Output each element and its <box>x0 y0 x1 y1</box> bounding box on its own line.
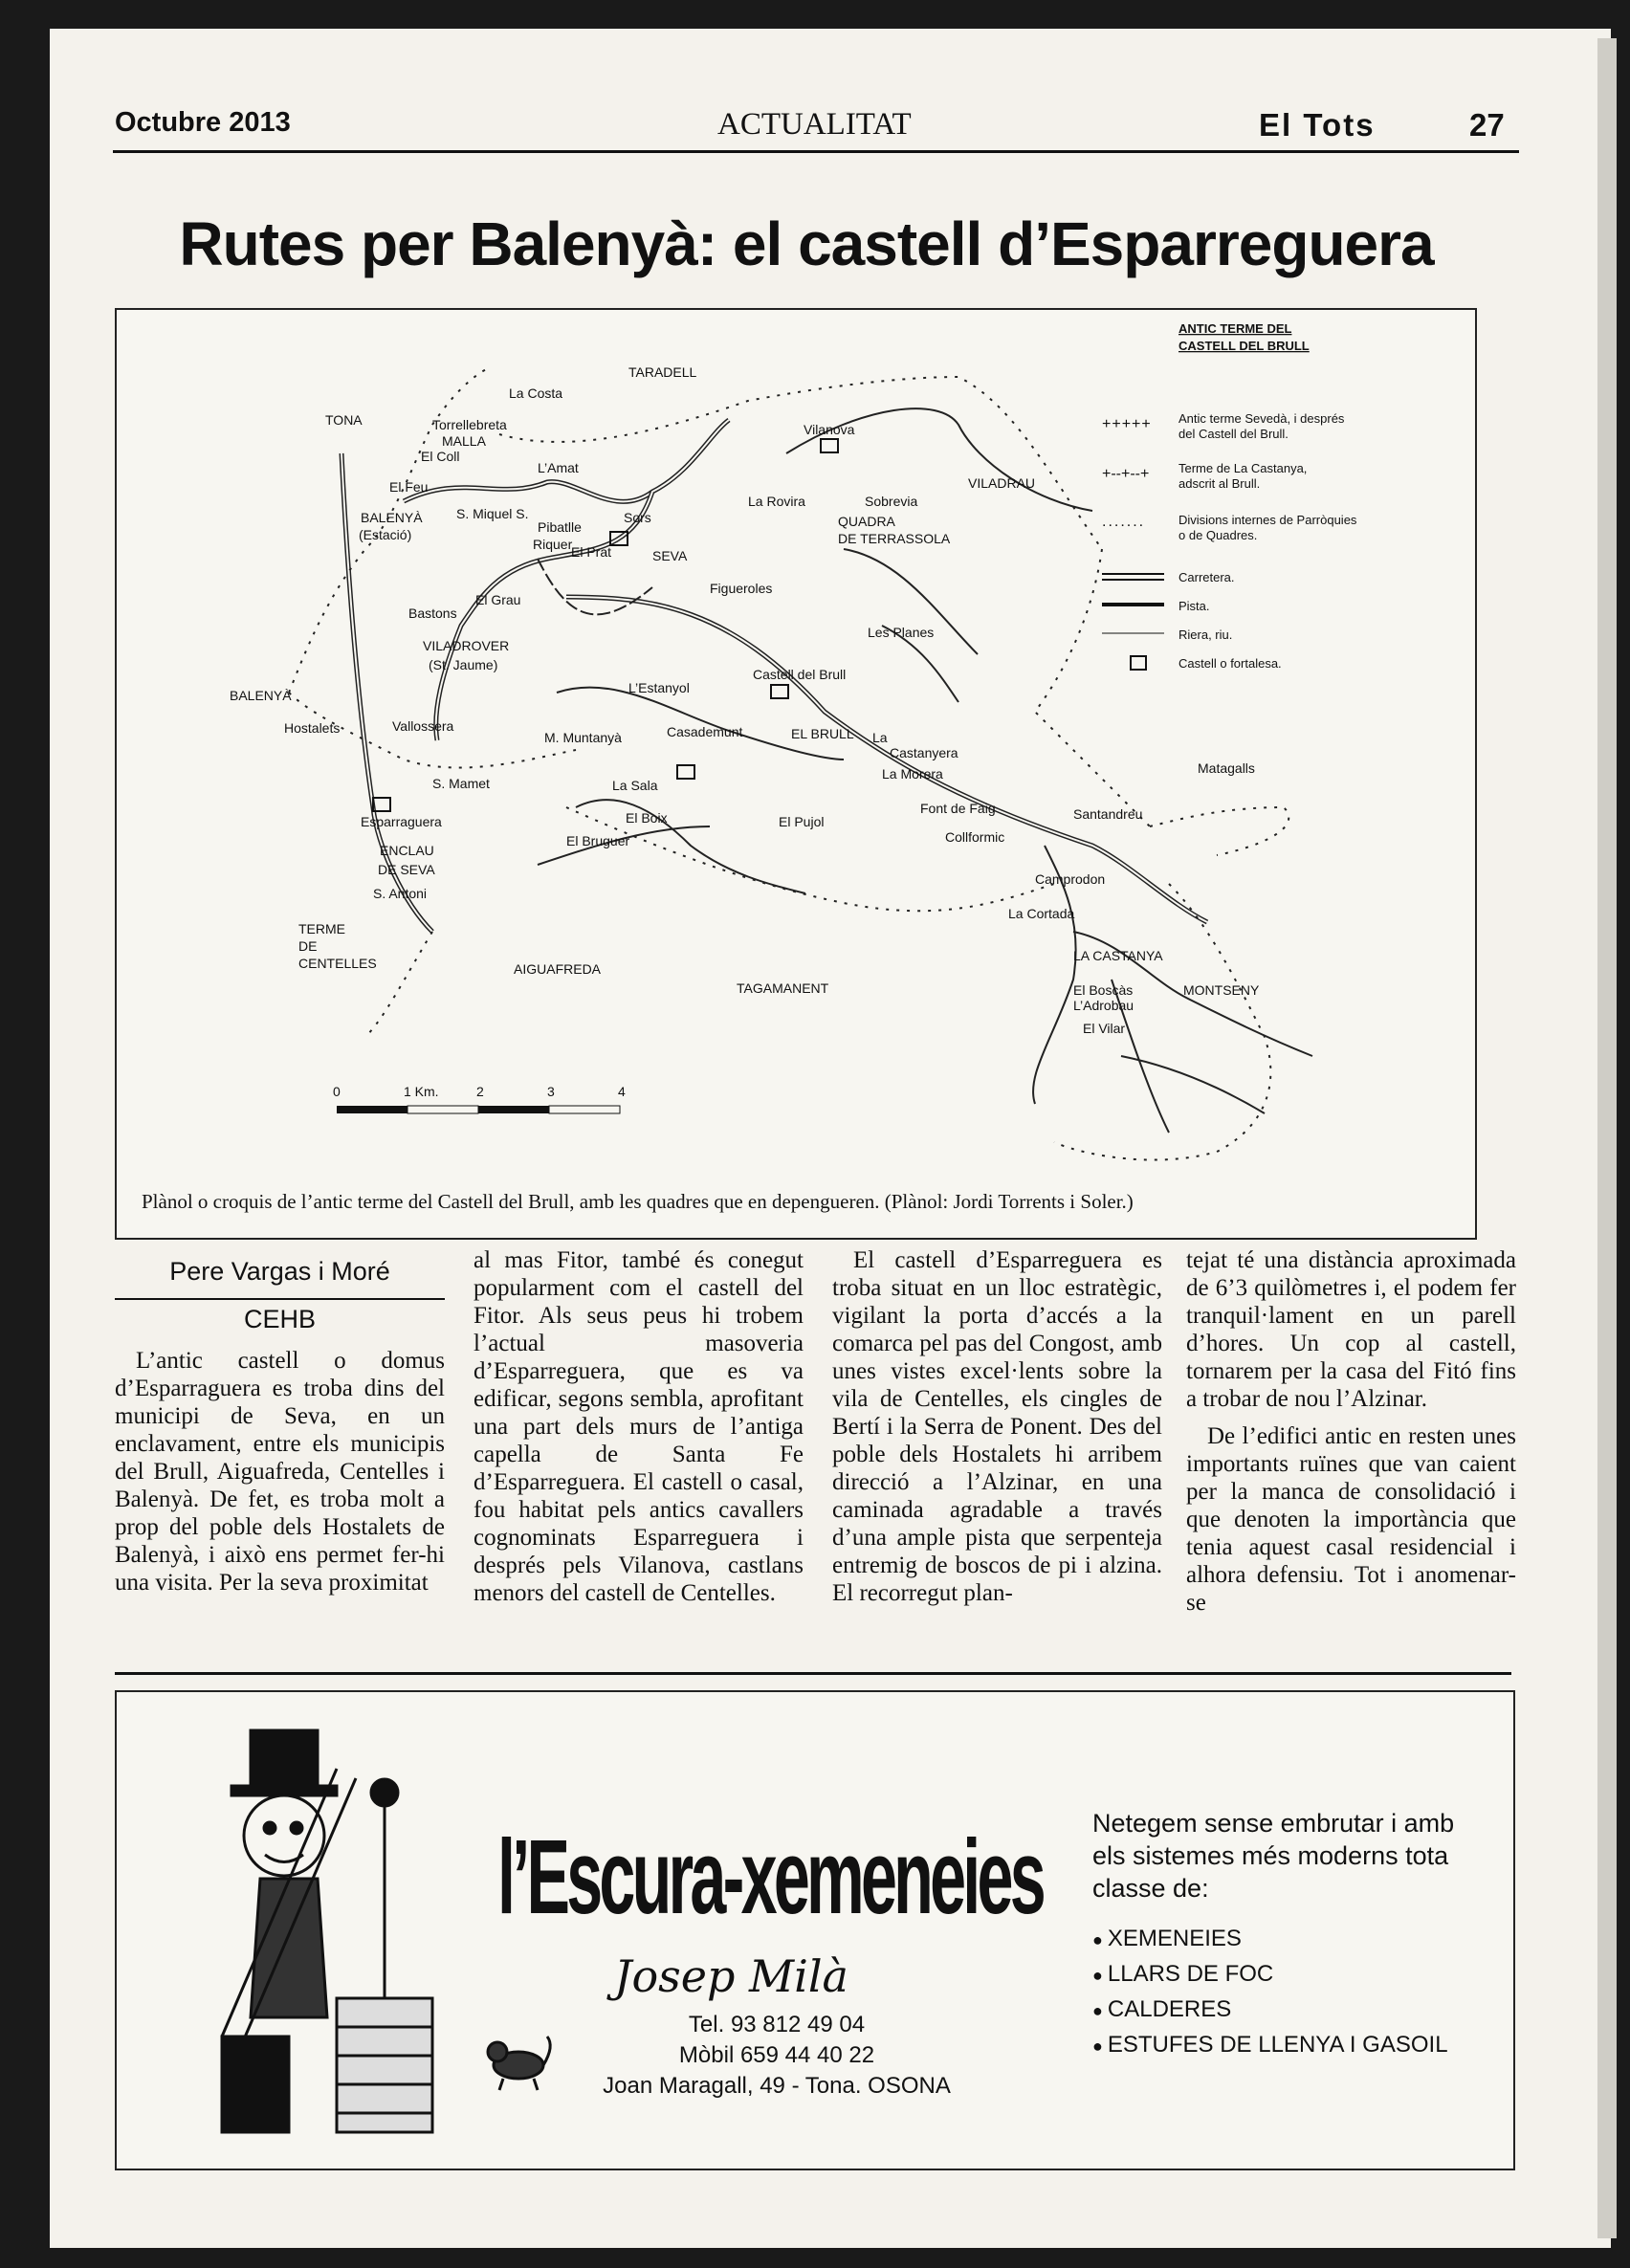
page-number: 27 <box>1469 107 1505 143</box>
svg-text:2: 2 <box>476 1084 484 1099</box>
svg-text:Torrellebreta: Torrellebreta <box>432 417 507 432</box>
svg-text:S. Antoni: S. Antoni <box>373 886 428 901</box>
svg-text:El Vilar: El Vilar <box>1083 1021 1126 1036</box>
svg-text:Castell del Brull: Castell del Brull <box>753 667 847 682</box>
svg-text:MALLA: MALLA <box>442 433 486 449</box>
service-item: ● XEMENEIES <box>1092 1922 1494 1957</box>
svg-text:M. Muntanyà: M. Muntanyà <box>544 730 622 745</box>
svg-text:Les Planes: Les Planes <box>868 625 935 640</box>
byline-rule <box>115 1298 445 1300</box>
article-column-4: tejat té una distància aproximada de 6’3 quilòmetres i, el podem fer tranquil·lament en un parell d’hores. Un cop al castell, tornarem per la casa del Fitó fins a trobar de nou l’Alzinar. De l’edifici antic en resten unes importants ruïnes que van caient per la manca de consolidació i que denoten la importància que tenia aquest casal residencial i alhora defensiu. Tot i anomenar-se <box>1186 1247 1516 1616</box>
svg-text:El Boscàs: El Boscàs <box>1073 982 1134 998</box>
header-rule <box>113 150 1519 153</box>
svg-text:Carretera.: Carretera. <box>1178 570 1235 584</box>
svg-text:Bastons: Bastons <box>408 606 457 621</box>
svg-text:QUADRA: QUADRA <box>838 514 895 529</box>
svg-text:S. Mamet: S. Mamet <box>432 776 490 791</box>
svg-text:ANTIC TERME DEL: ANTIC TERME DEL <box>1178 321 1292 336</box>
svg-text:El Grau: El Grau <box>475 592 521 607</box>
svg-text:del Castell del Brull.: del Castell del Brull. <box>1178 427 1289 441</box>
article-column-2: al mas Fitor, també és conegut popularment com el castell del Fitor. Als seus peus hi trobem l’actual masoveria d’Esparreguera, que es va edificar, segons sembla, aprofitant una part dels murs de l’antiga capella de Santa Fe d’Esparreguera. El castell o casal, fou habitat pels antics cavallers cognominats Esparreguera i després pels Vilanova, castlans menors del castell de Centelles. <box>474 1247 804 1606</box>
advert-mobile: Mòbil 659 44 40 22 <box>678 2042 875 2068</box>
svg-text:La Morera: La Morera <box>882 766 943 782</box>
svg-text:LA CASTANYA: LA CASTANYA <box>1073 948 1163 963</box>
svg-text:S. Miquel S.: S. Miquel S. <box>456 506 529 521</box>
svg-text:Matagalls: Matagalls <box>1198 760 1255 776</box>
section-name: ACTUALITAT <box>717 107 912 142</box>
svg-text:TERME: TERME <box>298 921 345 936</box>
svg-text:adscrit al Brull.: adscrit al Brull. <box>1178 476 1261 491</box>
svg-text:Sobrevia: Sobrevia <box>865 494 918 509</box>
svg-text:Sors: Sors <box>624 510 651 525</box>
advert-intro: Netegem sense embrutar i amb els sistemes més moderns tota classe de: <box>1092 1809 1455 1903</box>
svg-text:Esparraguera: Esparraguera <box>361 814 442 829</box>
advert-phone: Tel. 93 812 49 04 <box>688 2012 866 2037</box>
cat-icon <box>480 2027 557 2094</box>
svg-text:.......: ....... <box>1102 514 1146 530</box>
map-caption: Plànol o croquis de l’antic terme del Castell del Brull, amb les quadres que en depengueren. (Plànol: Jordi Torrents i Soler.) <box>142 1190 1134 1213</box>
svg-text:La Costa: La Costa <box>509 385 563 401</box>
svg-text:Casademunt: Casademunt <box>667 724 743 739</box>
svg-text:+--+--+: +--+--+ <box>1102 466 1150 482</box>
map-label: TARADELL <box>628 364 697 380</box>
svg-text:AIGUAFREDA: AIGUAFREDA <box>514 961 602 977</box>
svg-text:El Boix: El Boix <box>626 810 668 826</box>
issue-date: Octubre 2013 <box>115 107 291 138</box>
map-figure <box>115 308 1477 1240</box>
svg-text:Figueroles: Figueroles <box>710 581 773 596</box>
svg-text:TONA: TONA <box>325 412 363 428</box>
article-column-1: L’antic castell o domus d’Esparraguera es troba dins del municipi de Seva, en un enclavament, entre els municipis del Brull, Aiguafreda, Centelles i Balenyà. De fet, es troba molt a prop del poble dels Hostalets de Balenyà, i això ens permet fer-hi una visita. Per la seva proximitat <box>115 1348 445 1596</box>
svg-text:Hostalets: Hostalets <box>284 720 341 736</box>
svg-text:BALENYÀ: BALENYÀ <box>361 510 423 525</box>
advert-address: Joan Maragall, 49 - Tona. OSONA <box>603 2073 951 2099</box>
svg-text:CASTELL DEL BRULL: CASTELL DEL BRULL <box>1178 339 1310 353</box>
svg-text:Pista.: Pista. <box>1178 599 1210 613</box>
advert-signature: Josep Milà <box>614 1950 848 2002</box>
author-name: Pere Vargas i Moré <box>169 1257 390 1286</box>
svg-text:TAGAMANENT: TAGAMANENT <box>737 980 829 996</box>
svg-text:Vallossera: Vallossera <box>392 718 454 734</box>
svg-text:DE: DE <box>298 938 318 954</box>
services-list <box>1092 1922 1494 2063</box>
svg-text:SEVA: SEVA <box>652 548 688 563</box>
svg-text:El Bruguer: El Bruguer <box>566 833 630 848</box>
svg-text:(Estació): (Estació) <box>359 527 412 542</box>
chimney-sweep-advert <box>115 1690 1515 2170</box>
svg-text:El Pujol: El Pujol <box>779 814 825 829</box>
service-item: ● CALDERES <box>1092 1993 1494 2028</box>
svg-text:Pibatlle: Pibatlle <box>538 519 582 535</box>
svg-text:L’Estanyol: L’Estanyol <box>628 680 690 695</box>
advert-business-name: l’Escura-xemeneies <box>497 1818 1043 1936</box>
svg-text:La Sala: La Sala <box>612 778 658 793</box>
svg-text:El Feu: El Feu <box>389 479 429 495</box>
svg-text:L’Adrobau: L’Adrobau <box>1073 998 1134 1013</box>
footer-rule <box>115 1672 1511 1675</box>
svg-text:MONTSENY: MONTSENY <box>1183 982 1260 998</box>
advert-services <box>1092 1807 1494 2063</box>
svg-text:VILADROVER: VILADROVER <box>423 638 510 653</box>
svg-text:DE SEVA: DE SEVA <box>378 862 435 877</box>
svg-text:El Coll: El Coll <box>421 449 460 464</box>
svg-text:Castanyera: Castanyera <box>890 745 958 760</box>
chimney-sweep-illustration <box>193 1711 480 2151</box>
article-column-3: El castell d’Esparreguera es troba situat en un lloc estratègic, vigilant la porta d’accés a la comarca pel pas del Congost, amb unes vistes excel·lents sobre la vila de Centelles, els cingles de Bertí i la Serra de Ponent. Des del poble dels Hostalets hi arribem direcció a l’Alzinar, en una caminada agradable a través d’una ample pista que serpenteja entremig de boscos de pi i alzina. El recorregut plan- <box>832 1247 1162 1606</box>
svg-text:3: 3 <box>547 1084 555 1099</box>
svg-text:(St. Jaume): (St. Jaume) <box>429 657 498 672</box>
svg-text:La Cortada: La Cortada <box>1008 906 1075 921</box>
service-item: ● ESTUFES DE LLENYA I GASOIL <box>1092 2028 1494 2063</box>
svg-text:+++++: +++++ <box>1102 416 1152 432</box>
svg-text:EL BRULL: EL BRULL <box>791 726 854 741</box>
svg-text:ENCLAU: ENCLAU <box>380 843 434 858</box>
svg-text:BALENYÀ: BALENYÀ <box>230 688 292 703</box>
svg-text:VILADRAU: VILADRAU <box>968 475 1036 491</box>
map-drawing <box>117 310 1475 1238</box>
svg-text:La: La <box>872 730 888 745</box>
svg-text:Divisions internes de Parròqui: Divisions internes de Parròquies <box>1178 513 1357 527</box>
svg-text:1 Km.: 1 Km. <box>404 1084 439 1099</box>
svg-text:Vilanova: Vilanova <box>804 422 855 437</box>
svg-text:Riera, riu.: Riera, riu. <box>1178 628 1233 642</box>
svg-text:Antic terme Sevedà, i després: Antic terme Sevedà, i després <box>1178 411 1345 426</box>
svg-text:Santandreu: Santandreu <box>1073 806 1143 822</box>
svg-text:Terme de La Castanya,: Terme de La Castanya, <box>1178 461 1308 475</box>
svg-text:0: 0 <box>333 1084 341 1099</box>
svg-text:El Prat: El Prat <box>571 544 612 560</box>
svg-text:CENTELLES: CENTELLES <box>298 956 377 971</box>
advert-contact <box>566 2010 987 2102</box>
svg-text:Castell o fortalesa.: Castell o fortalesa. <box>1178 656 1282 671</box>
svg-text:Camprodon: Camprodon <box>1035 871 1106 887</box>
svg-text:DE TERRASSOLA: DE TERRASSOLA <box>838 531 951 546</box>
svg-text:o de Quadres.: o de Quadres. <box>1178 528 1258 542</box>
svg-text:Collformic: Collformic <box>945 829 1005 845</box>
article-title: Rutes per Balenyà: el castell d’Esparreguera <box>179 209 1434 278</box>
author-affiliation: CEHB <box>243 1305 316 1333</box>
page-spine <box>1597 38 1617 2238</box>
publication-name: El Tots <box>1259 107 1376 143</box>
service-item: ● LLARS DE FOC <box>1092 1957 1494 1993</box>
svg-text:La Rovira: La Rovira <box>748 494 805 509</box>
svg-text:4: 4 <box>618 1084 626 1099</box>
svg-text:Riquer: Riquer <box>533 537 573 552</box>
svg-text:Font de Faig: Font de Faig <box>920 801 996 816</box>
svg-text:L’Amat: L’Amat <box>538 460 579 475</box>
